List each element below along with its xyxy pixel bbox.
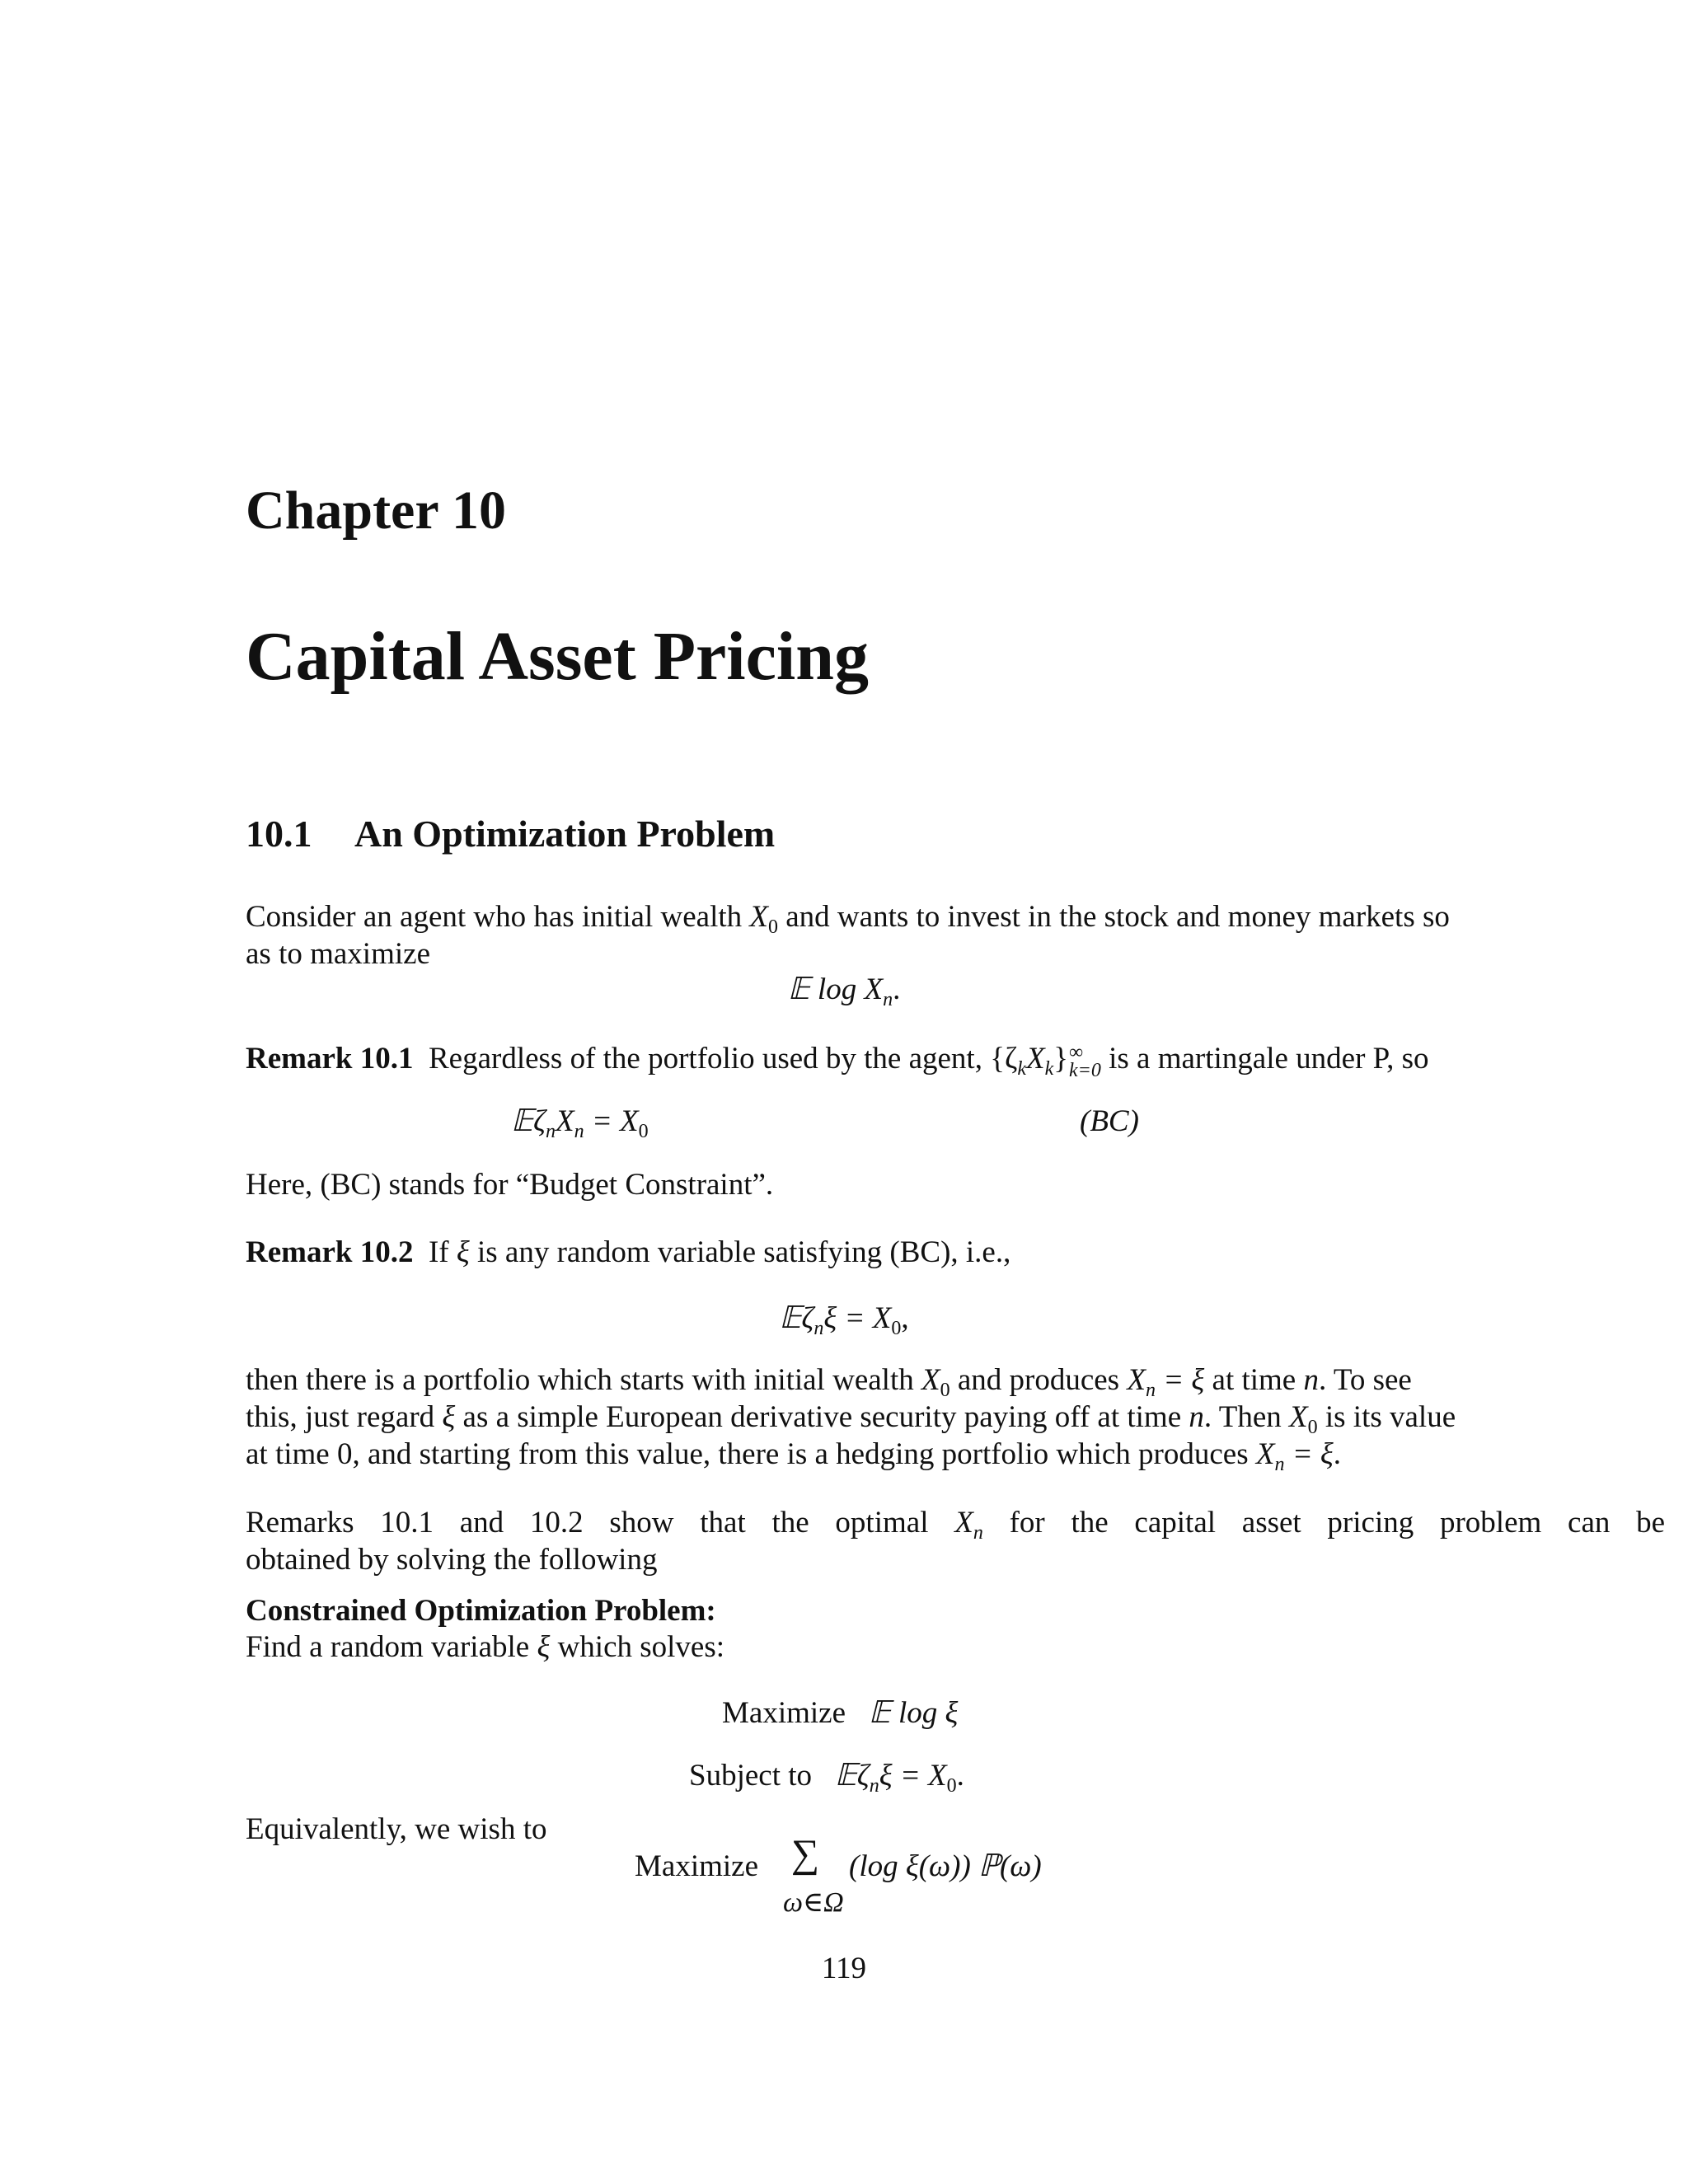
- intro-line-2: as to maximize: [246, 937, 430, 971]
- maximize-sum-row: [635, 1848, 758, 1885]
- summation-index: ω∈Ω: [783, 1887, 844, 1918]
- remark-10-1-note: Here, (BC) stands for “Budget Constraint”.: [246, 1168, 774, 1202]
- summation-expression: (log ξ(ω)) ℙ(ω): [849, 1849, 1042, 1883]
- section-number: 10.1: [246, 813, 312, 855]
- remarks-summary-line-2: obtained by solving the following: [246, 1543, 658, 1577]
- equivalently-text: Equivalently, we wish to: [246, 1812, 547, 1846]
- subject-to-label: Subject to: [689, 1759, 813, 1793]
- equation-tag-bc: (BC): [1080, 1104, 1139, 1138]
- budget-constraint-equation: $𝔼\zeta_nX_n = X_0$: [511, 1104, 649, 1142]
- remark-10-1: Remark 10.1 Regardless of the portfolio used by the agent, $\{\zeta_kX_k\}$ ∞ k=0 is a martingale under P, so: [246, 1041, 1429, 1081]
- subject-to-row: [689, 1757, 964, 1797]
- remark-10-2-label: Remark 10.2: [246, 1235, 414, 1269]
- page-number: 119: [821, 1952, 867, 1985]
- section-title: An Optimization Problem: [354, 813, 776, 855]
- intro-formula: 𝔼 $\log X_n$.: [787, 972, 901, 1010]
- problem-statement: Find a random variable ξ which solves:: [246, 1630, 725, 1664]
- remark-10-1-label: Remark 10.1: [246, 1042, 414, 1076]
- remark-10-2-line-3: at time 0, and starting from this value, there is a hedging portfolio which produces $X_n = \xi$.: [246, 1437, 1342, 1475]
- remark-10-2-line-1: then there is a portfolio which starts with initial wealth $X_0$ and produces $X_n = \xi$ at time n. To see: [246, 1363, 1412, 1401]
- remarks-summary-line-1: Remarks 10.1 and 10.2 show that the optimal $X_n$ for the capital asset pricing problem can be: [246, 1506, 1666, 1544]
- intro-line-1: Consider an agent who has initial wealth $X_0$ and wants to invest in the stock and money markets so: [246, 900, 1450, 938]
- summation-symbol: ∑: [791, 1832, 820, 1876]
- maximize-row: [722, 1694, 958, 1732]
- chapter-title: Capital Asset Pricing: [246, 618, 869, 695]
- remark-10-2: Remark 10.2 If ξ is any random variable satisfying (BC), i.e.,: [246, 1235, 1011, 1269]
- subject-to-constraint: 𝔼ζ$_n$ξ = $X_0$.: [834, 1759, 964, 1797]
- remark-10-2-equation: 𝔼ζ$_n$ξ = $X_0$,: [779, 1301, 909, 1339]
- maximize-label: Maximize: [722, 1696, 846, 1730]
- problem-heading: Constrained Optimization Problem:: [246, 1594, 716, 1628]
- chapter-label: Chapter 10: [246, 480, 506, 541]
- maximize-sum-label: Maximize: [635, 1849, 759, 1883]
- section-heading: [246, 812, 775, 855]
- maximize-objective: 𝔼 log ξ: [868, 1696, 959, 1730]
- math-martingale-set: $\{\zeta_kX_k\}$ ∞ k=0: [990, 1041, 1101, 1081]
- math-x0: $X_0$: [749, 900, 778, 938]
- remark-10-2-line-2: this, just regard ξ as a simple European derivative security paying off at time n. Then $X_0$ is its value: [246, 1400, 1456, 1438]
